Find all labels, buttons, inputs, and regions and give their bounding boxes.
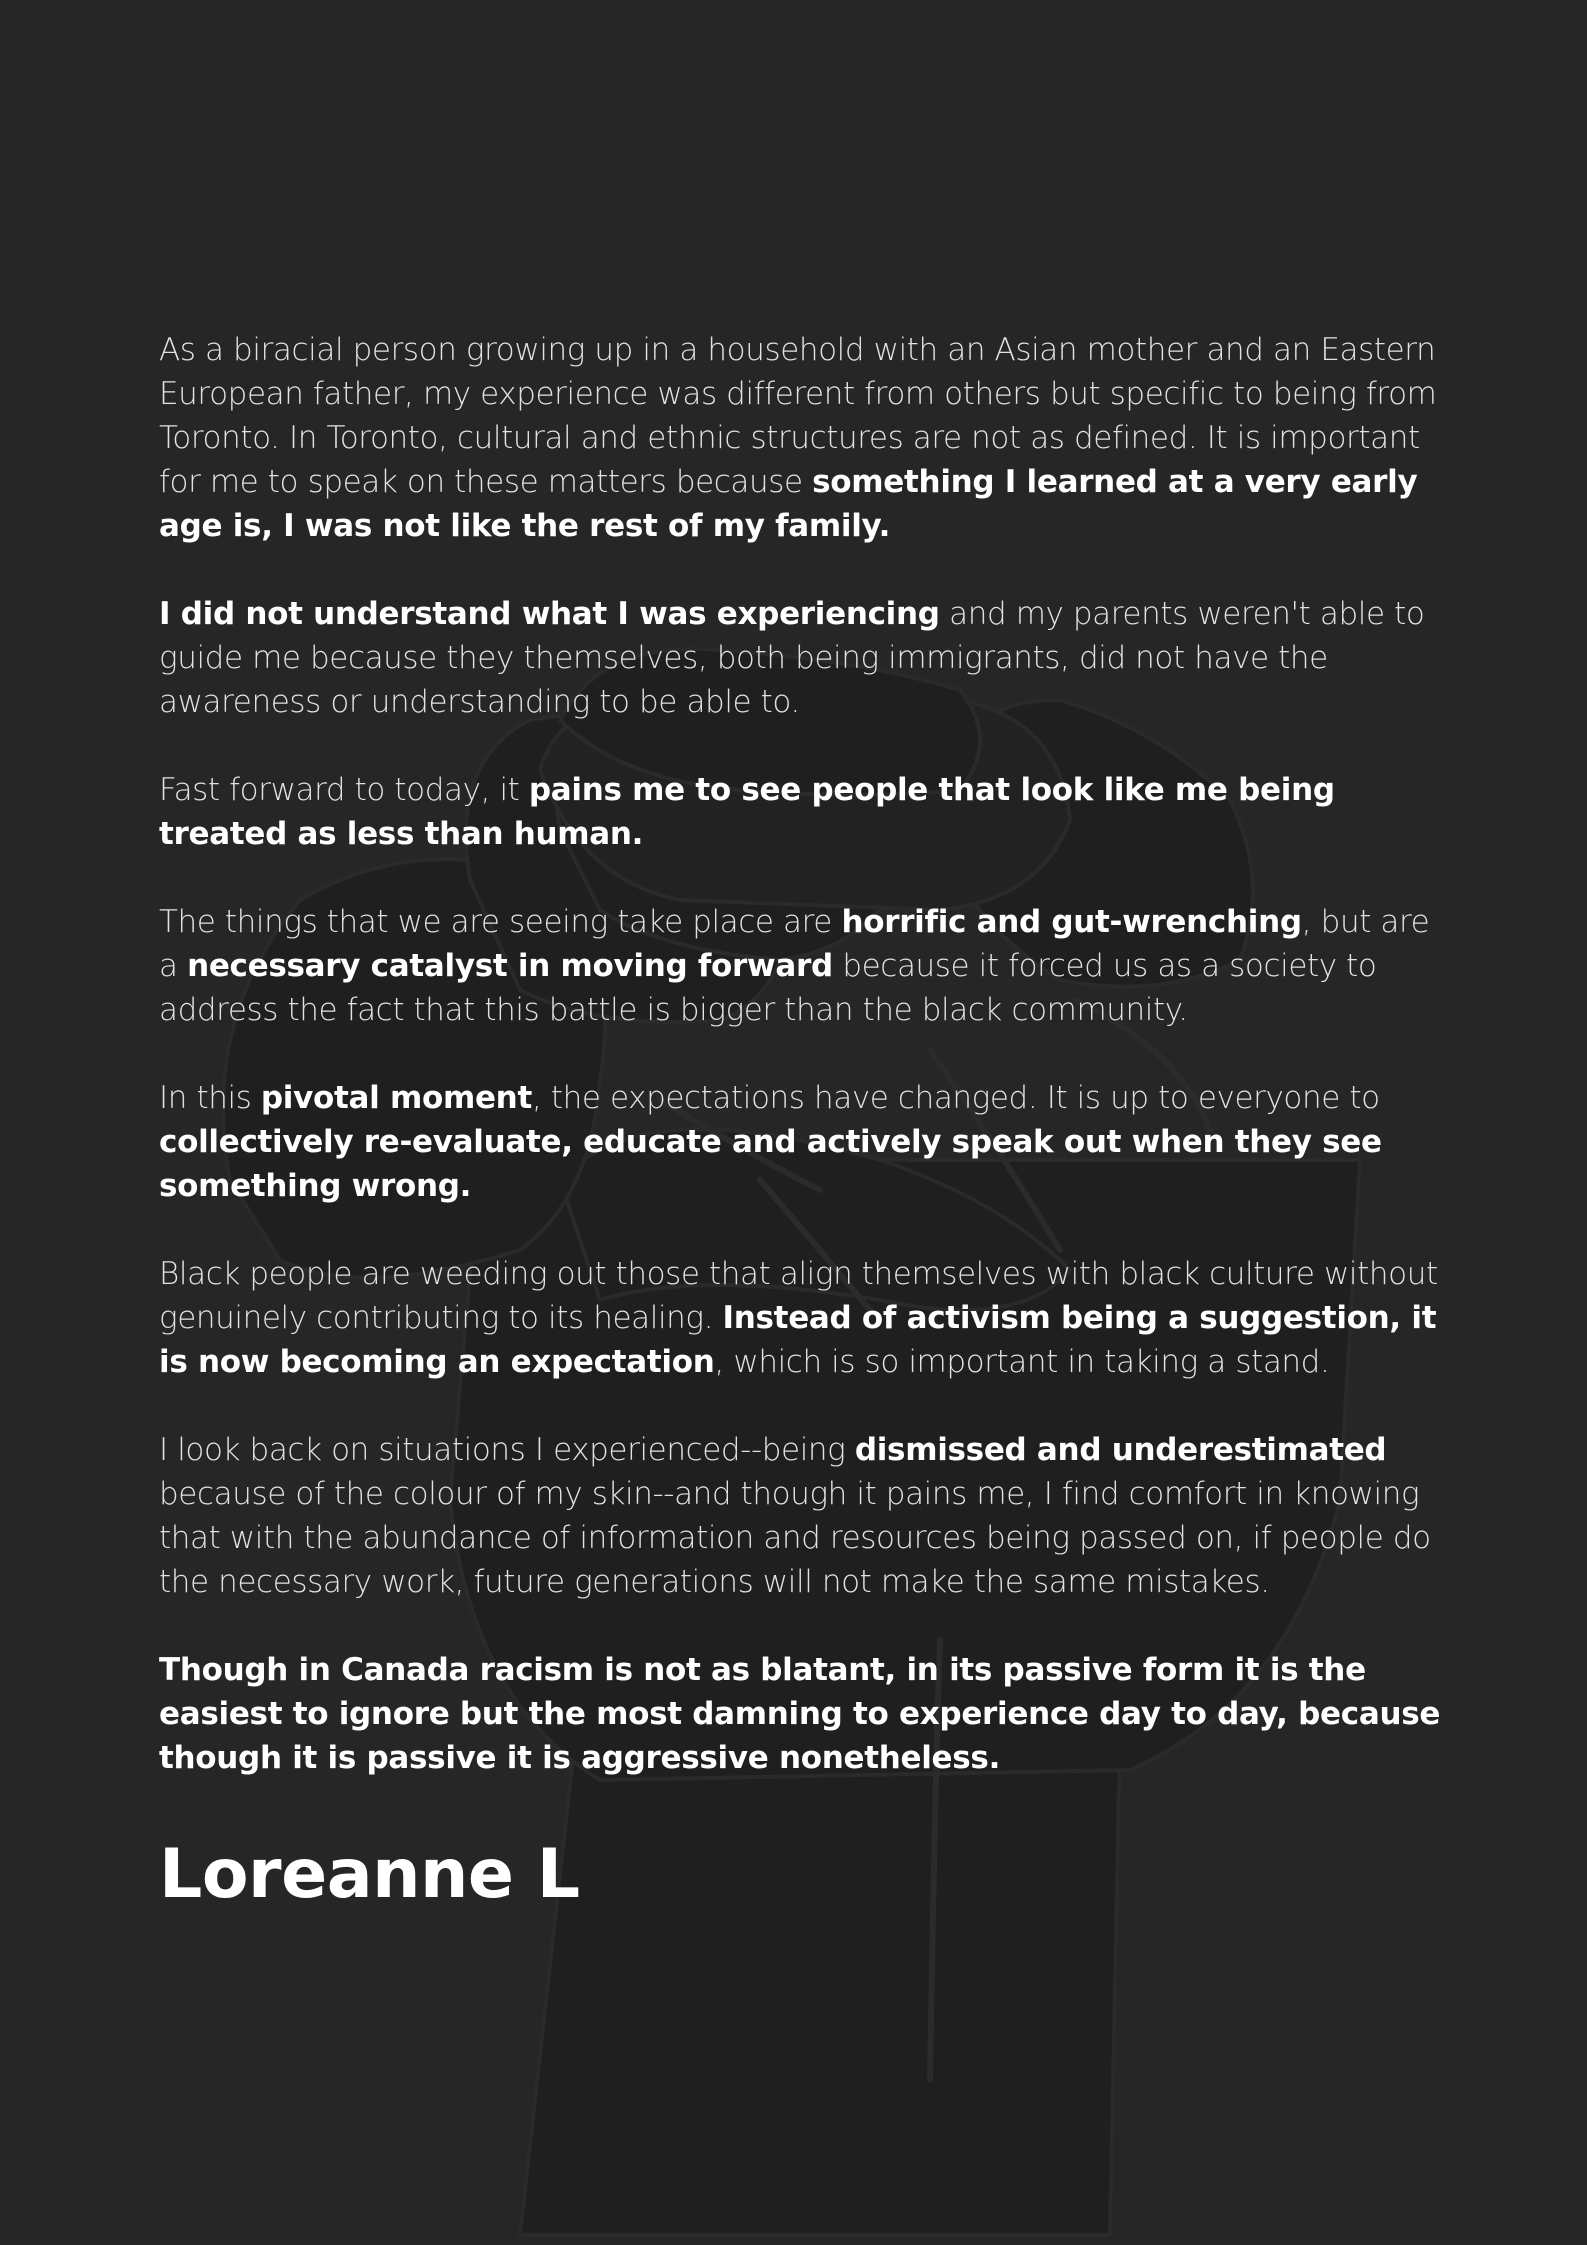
bold-text: dismissed and underestimated <box>854 1432 1387 1468</box>
bold-text: Instead of activism being a suggestion, it is now becoming an expectation <box>159 1300 1437 1380</box>
body-text: The things that we are seeing take place are <box>159 904 842 940</box>
body-text: because of the colour of my skin--and though it pains me, I find comfort in knowing that with the abundance of information and resources being passed on, if people do the necessary work, future generations will not make the same mistakes. <box>159 1476 1431 1600</box>
paragraph <box>159 328 1449 548</box>
paragraph <box>159 1252 1449 1384</box>
paragraph <box>159 1428 1449 1604</box>
body-text: , but are a <box>159 904 1430 984</box>
signature: Loreanne L <box>159 1835 580 1914</box>
body-text: As a biracial person growing up in a household with an Asian mother and an Eastern European father, my experience was different from others but specific to being from Toronto. In Toronto, cultural and ethnic structures are not as defined. It is important for me to speak on these matters because <box>159 332 1437 500</box>
body-text: In this <box>159 1080 261 1116</box>
paragraph <box>159 768 1449 856</box>
body-text: and my parents weren't able to guide me because they themselves, both being immigrants, did not have the awareness or understanding to be able to. <box>159 596 1425 720</box>
paragraph <box>159 900 1449 1032</box>
bold-text: I did not understand what I was experiencing <box>159 596 940 632</box>
paragraph <box>159 1076 1449 1208</box>
paragraph <box>159 592 1449 724</box>
body-text: , which is so important in taking a stand. <box>714 1344 1330 1380</box>
bold-text: horrific and gut-wrenching <box>841 904 1302 940</box>
body-text: Black people are weeding out those that align themselves with black culture without genuinely contributing to its healing. <box>159 1256 1438 1336</box>
bold-text: necessary catalyst in moving forward <box>187 948 833 984</box>
body-text: because it forced us as a society to address the fact that this battle is bigger than the black community. <box>159 948 1377 1028</box>
letter-body <box>159 328 1449 1780</box>
bold-text: Though in Canada racism is not as blatant, in its passive form it is the easiest to ignore but the most damning to experience day to day, because though it is passive it is aggressive nonetheless. <box>159 1652 1441 1776</box>
bold-text: pains me to see people that look like me being treated as less than human. <box>159 772 1335 852</box>
body-text: I look back on situations I experienced--being <box>159 1432 855 1468</box>
body-text: Fast forward to today, it <box>159 772 529 808</box>
bold-text: collectively re-evaluate, educate and actively speak out when they see something wrong. <box>159 1124 1382 1204</box>
bold-text: something I learned at a very early age is, I was not like the rest of my family. <box>159 464 1418 544</box>
bold-text: pivotal moment <box>260 1080 532 1116</box>
body-text: , the expectations have changed. It is up to everyone to <box>531 1080 1380 1116</box>
paragraph <box>159 1648 1449 1780</box>
